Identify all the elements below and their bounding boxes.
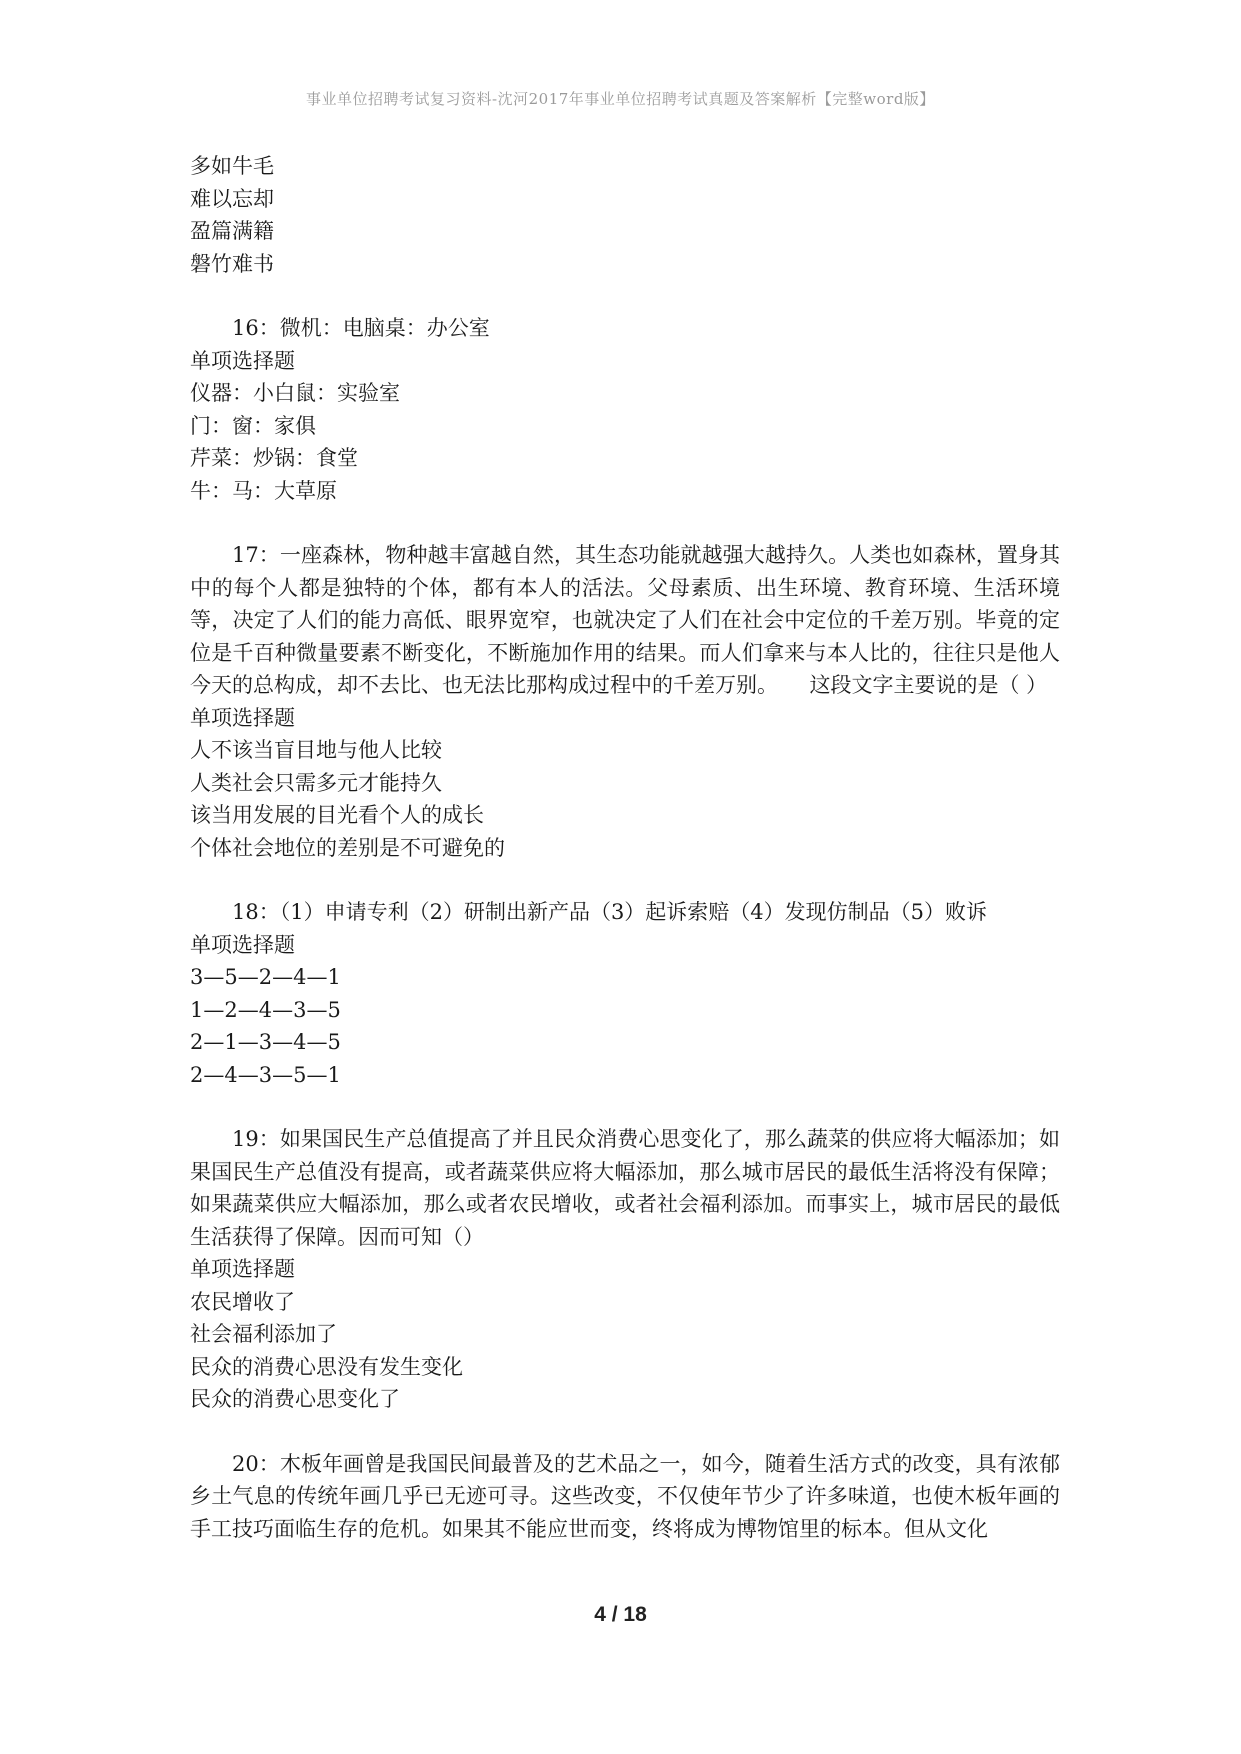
option-list-continued [190,150,1060,280]
option: 人不该当盲目地与他人比较 [190,738,442,762]
question-19 [190,1123,1060,1416]
option: 多如牛毛 [190,154,274,178]
question-stem: 17：一座森林，物种越丰富越自然，其生态功能就越强大越持久。人类也如森林，置身其中的每个人都是独特的个体，都有本人的活法。父母素质、出生环境、教育环境、生活环境等，决定了人们的能力高低、眼界宽窄，也就决定了人们在社会中定位的千差万别。毕竟的定位是千百种微量要素不断变化，不断施加作用的结果。而人们拿来与本人比的，往往只是他人今天的总构成，却不去比、也无法比那构成过程中的千差万别。 这段文字主要说的是（ ） [190,543,1060,697]
question-18 [190,896,1060,1091]
running-header: 事业单位招聘考试复习资料-沈河2017年事业单位招聘考试真题及答案解析【完整word版】 [306,90,935,108]
page-number: 4 / 18 [594,1603,647,1626]
option: 门：窗：家俱 [190,413,316,438]
option: 仪器：小白鼠：实验室 [190,381,400,405]
option: 2—4—3—5—1 [190,1062,341,1087]
question-17 [190,539,1060,864]
option: 3—5—2—4—1 [190,965,341,989]
option: 人类社会只需多元才能持久 [190,770,442,795]
option: 盈篇满籍 [190,219,274,243]
question-stem: 16：微机：电脑桌：办公室 [232,316,490,340]
question-stem: 20：木板年画曾是我国民间最普及的艺术品之一，如今，随着生活方式的改变，具有浓郁乡土气息的传统年画几乎已无迹可寻。这些改变，不仅使年节少了许多味道，也使木板年画的手工技巧面临生存的危机。如果其不能应世而变，终将成为博物馆里的标本。但从文化 [190,1451,1060,1541]
question-stem: 18：（1）申请专利（2）研制出新产品（3）起诉索赔（4）发现仿制品（5）败诉 [232,900,988,924]
question-stem: 19：如果国民生产总值提高了并且民众消费心思变化了，那么蔬菜的供应将大幅添加；如果国民生产总值没有提高，或者蔬菜供应将大幅添加，那么城市居民的最低生活将没有保障；如果蔬菜供应大幅添加，那么或者农民增收，或者社会福利添加。而事实上，城市居民的最低生活获得了保障。因而可知（） [190,1127,1060,1249]
option: 民众的消费心思变化了 [190,1387,400,1411]
option: 社会福利添加了 [190,1322,337,1346]
option: 民众的消费心思没有发生变化 [190,1354,463,1379]
question-type: 单项选择题 [190,348,295,373]
option: 芹菜：炒锅：食堂 [190,446,358,470]
question-type: 单项选择题 [190,1257,295,1281]
option: 难以忘却 [190,186,274,211]
question-20 [190,1448,1060,1546]
option: 1—2—4—3—5 [190,997,341,1022]
option: 农民增收了 [190,1289,295,1314]
option: 该当用发展的目光看个人的成长 [190,803,484,827]
question-type: 单项选择题 [190,932,295,957]
option: 个体社会地位的差别是不可避免的 [190,835,505,860]
option: 磐竹难书 [190,251,274,276]
question-type: 单项选择题 [190,705,295,730]
question-16 [190,312,1060,507]
option: 牛：马：大草原 [190,478,337,503]
option: 2—1—3—4—5 [190,1030,341,1054]
page-content [190,150,1060,1577]
